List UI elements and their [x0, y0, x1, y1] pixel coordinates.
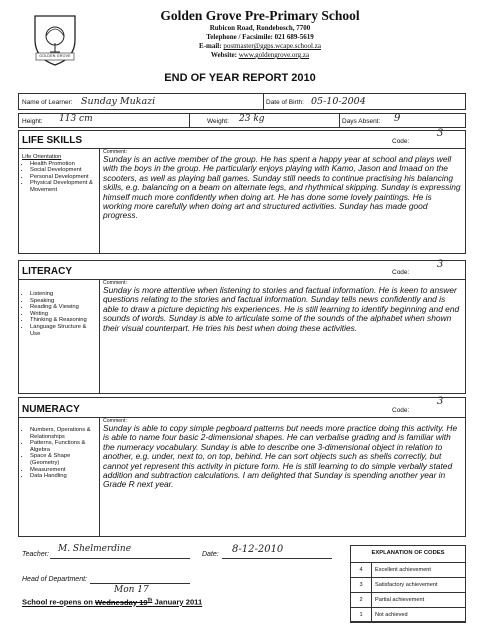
section-title: LITERACY — [22, 266, 72, 277]
code-label: Code: — [392, 269, 410, 276]
area-item: • Reading & Viewing — [30, 304, 98, 311]
email-label: E-mail: — [199, 42, 222, 50]
school-address: Rubicon Road, Rondebosch, 7700 — [209, 24, 311, 32]
code-num: 1 — [351, 608, 372, 623]
height-label: Height: — [22, 118, 43, 125]
date-line — [222, 558, 332, 559]
school-phone: Telephone / Facsimile: 021 689-5619 — [206, 33, 314, 41]
section-numeracy — [18, 397, 466, 537]
area-item: • Space & Shape (Geometry) — [30, 453, 98, 466]
absent-label: Days Absent: — [342, 118, 381, 125]
section-literacy — [18, 260, 466, 394]
codes-row — [351, 608, 466, 623]
school-name: Golden Grove Pre-Primary School — [160, 8, 360, 23]
column-divider — [99, 279, 100, 393]
dob-label: Date of Birth: — [266, 99, 304, 106]
name-label: Name of Learner: — [22, 99, 73, 106]
school-website — [100, 51, 420, 59]
area-item: • Health Promotion — [30, 161, 98, 168]
weight-value: 23 kg — [239, 114, 265, 124]
measure-divider-2 — [339, 114, 340, 127]
area-item: • Numbers, Operations & Relationships — [30, 427, 98, 440]
website-label: Website: — [210, 51, 237, 59]
column-divider — [99, 148, 100, 253]
code-desc: Not achieved — [372, 608, 466, 623]
comment-label: Comment: — [103, 149, 127, 155]
height-value: 113 cm — [59, 114, 93, 124]
name-divider — [263, 94, 264, 109]
reopen-line — [22, 597, 202, 607]
area-item: • Personal Development — [30, 174, 98, 181]
area-list — [22, 154, 98, 194]
code-num: 4 — [351, 563, 372, 578]
learner-name-row — [18, 93, 466, 110]
area-list — [22, 291, 98, 337]
area-item: • Language Structure & Use — [30, 324, 98, 337]
code-value: 3 — [437, 259, 444, 270]
school-email — [100, 42, 420, 50]
codes-legend — [350, 545, 466, 622]
area-title: Life Orientation — [22, 154, 62, 160]
code-label: Code: — [392, 407, 410, 414]
crest-motto: GOLDEN GROVE — [39, 54, 71, 58]
hod-label: Head of Department: — [22, 576, 87, 583]
teacher-label: Teacher: — [22, 551, 49, 558]
area-item: • Measurement — [30, 467, 98, 474]
area-item: • Social Development — [30, 167, 98, 174]
code-label: Code: — [392, 138, 410, 145]
code-value: 3 — [437, 396, 444, 407]
codes-table — [350, 562, 466, 623]
email-link[interactable]: postmaster@ggps.wcape.school.za — [223, 42, 321, 50]
area-item: • Writing — [30, 311, 98, 318]
area-item: • Physical Development & Movement — [30, 180, 98, 193]
date-label: Date: — [202, 551, 219, 558]
reopen-suffix: January 2011 — [154, 597, 203, 607]
reopen-struck: Wednesday 19th — [95, 597, 153, 607]
school-crest — [30, 10, 80, 68]
section-header-divider — [19, 148, 465, 149]
comment-text: Sunday is able to copy simple pegboard patterns but needs more practice doing this activity. He is able to name four basic 2-dimensional shapes. He can verbalise grading and is familiar with the numeracy vocabulary. Sunday is able to describe one 3-dimensional object in relation to another, e.g. under, next to, on top, behind. He can sort objects such as shells correctly, but cannot yet represent this activity in picture form. He is still learning to do simple verbally stated addition and subtraction calculations. I am delighted that Sunday is spending another year in Grade R next year. — [103, 423, 458, 490]
code-desc: Satisfactory achievement — [372, 578, 466, 593]
comment-text: Sunday is an active member of the group. He has spent a happy year at school and plays well with the boys in the group. He particularly enjoys playing with Kamo, Jason and Imaad on the scooters, as well as playing ball games. Sunday still needs to continue practising his balancing skills, e.g. balancing on a beam on alternate legs, and rhythmical skipping. Sunday is expressing himself much more confidently when doing art. He has done some lovely paintings. He is working more carefully when doing art and structured activities. Sunday has made good progress. — [103, 154, 461, 221]
area-item: • Thinking & Reasoning — [30, 317, 98, 324]
area-item: • Listening — [30, 291, 98, 298]
code-num: 3 — [351, 578, 372, 593]
comment-label: Comment: — [103, 280, 127, 286]
codes-row — [351, 593, 466, 608]
comment-text: Sunday is more attentive when listening to stories and factual information. He is keen to answer questions relating to the stories and factual information. Sunday tells news confidently and is able to draw a picture depicting his experiences. He is still learning to identify beginning and end sounds of words. Sunday is able to articulate some of the sounds of the alphabet when shown their visual counterpart. He tries his best when doing these activities. — [103, 285, 460, 333]
section-header-divider — [19, 279, 465, 280]
reopen-prefix: School re-opens on — [22, 597, 93, 607]
dob-value: 05-10-2004 — [311, 96, 366, 107]
weight-label: Weight: — [207, 118, 229, 125]
column-divider — [99, 417, 100, 536]
codes-row — [351, 578, 466, 593]
measure-divider-1 — [189, 114, 190, 127]
code-desc: Excellent achievement — [372, 563, 466, 578]
learner-name: Sunday Mukazi — [81, 96, 156, 107]
codes-title: EXPLANATION OF CODES — [371, 550, 445, 556]
report-title: END OF YEAR REPORT 2010 — [164, 72, 316, 84]
hod-line — [90, 583, 190, 584]
section-life-skills — [18, 130, 466, 254]
reopen-handwritten: Mon 17 — [114, 585, 149, 595]
website-link[interactable]: www.goldengrove.org.za — [238, 51, 310, 59]
section-header-divider — [19, 417, 465, 418]
section-title: LIFE SKILLS — [22, 135, 82, 146]
absent-value: 9 — [394, 113, 401, 124]
area-list — [22, 427, 98, 480]
learner-measure-row — [18, 113, 466, 128]
code-desc: Partial achievement — [372, 593, 466, 608]
area-item: • Speaking — [30, 298, 98, 305]
comment-label: Comment: — [103, 418, 127, 424]
report-date: 8-12-2010 — [232, 544, 284, 555]
code-num: 2 — [351, 593, 372, 608]
area-item: • Data Handling — [30, 473, 98, 480]
codes-row — [351, 563, 466, 578]
code-value: 3 — [437, 128, 444, 139]
area-item: • Patterns, Functions & Algebra — [30, 440, 98, 453]
section-title: NUMERACY — [22, 404, 80, 415]
teacher-signature: M. Shelmerdine — [58, 544, 132, 554]
teacher-signature-line — [50, 558, 190, 559]
